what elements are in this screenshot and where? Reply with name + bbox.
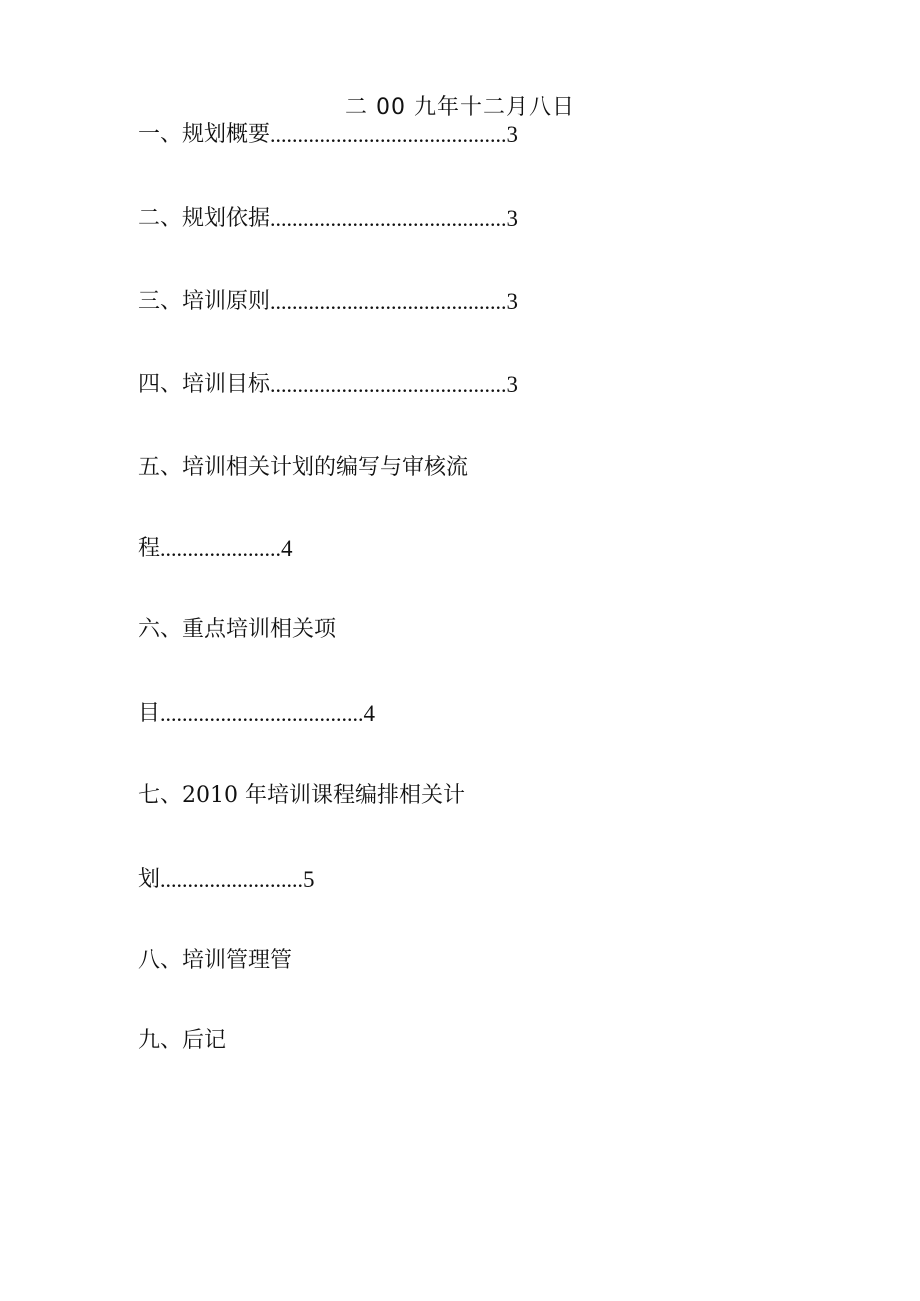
toc-leader-dots: ........................................... (270, 122, 507, 147)
document-date: 二 00 九年十二月八日 (345, 95, 575, 120)
toc-page-number: 3 (506, 289, 519, 314)
toc-entry[interactable] (138, 287, 778, 317)
toc-leader-dots: .......................... (160, 867, 304, 892)
toc-entry-title: 八、培训管理管 (138, 948, 293, 973)
toc-page-number: 4 (363, 701, 376, 726)
toc-leader-dots: ..................................... (160, 701, 364, 726)
toc-leader-dots: ...................... (160, 536, 282, 561)
toc-entry-title: 程 (138, 536, 161, 561)
toc-entry[interactable] (138, 699, 778, 729)
toc-entry-title: 四、培训目标 (138, 372, 271, 397)
toc-entry[interactable] (138, 534, 778, 564)
toc-leader-dots: ........................................... (270, 289, 507, 314)
toc-entry[interactable] (138, 1026, 778, 1056)
toc-entry-title: 三、培训原则 (138, 289, 271, 314)
toc-entry-title: 六、重点培训相关项 (138, 617, 337, 642)
toc-leader-dots: ........................................... (270, 206, 507, 231)
toc-page-number: 5 (303, 867, 315, 892)
toc-entry[interactable] (138, 615, 778, 645)
toc-leader-dots: ........................................... (270, 372, 507, 397)
toc-entry[interactable] (138, 204, 778, 234)
toc-page-number: 3 (506, 122, 519, 147)
toc-entry-title: 七、2010 年培训课程编排相关计 (138, 783, 465, 808)
toc-entry[interactable] (138, 120, 778, 150)
toc-entry-title: 二、规划依据 (138, 206, 271, 231)
toc-entry-title: 九、后记 (138, 1028, 227, 1053)
toc-page-number: 3 (506, 372, 519, 397)
toc-entry[interactable] (138, 453, 778, 483)
toc-entry-title: 五、培训相关计划的编写与审核流 (138, 455, 469, 480)
toc-entry[interactable] (138, 946, 778, 976)
toc-entry[interactable] (138, 370, 778, 400)
toc-page-number: 3 (506, 206, 519, 231)
toc-entry-title: 划 (138, 867, 161, 892)
toc-entry-title: 目 (138, 701, 161, 726)
toc-entry[interactable] (138, 781, 778, 811)
toc-entry[interactable] (138, 865, 778, 895)
toc-page-number: 4 (281, 536, 293, 561)
toc-entry-title: 一、规划概要 (138, 122, 271, 147)
